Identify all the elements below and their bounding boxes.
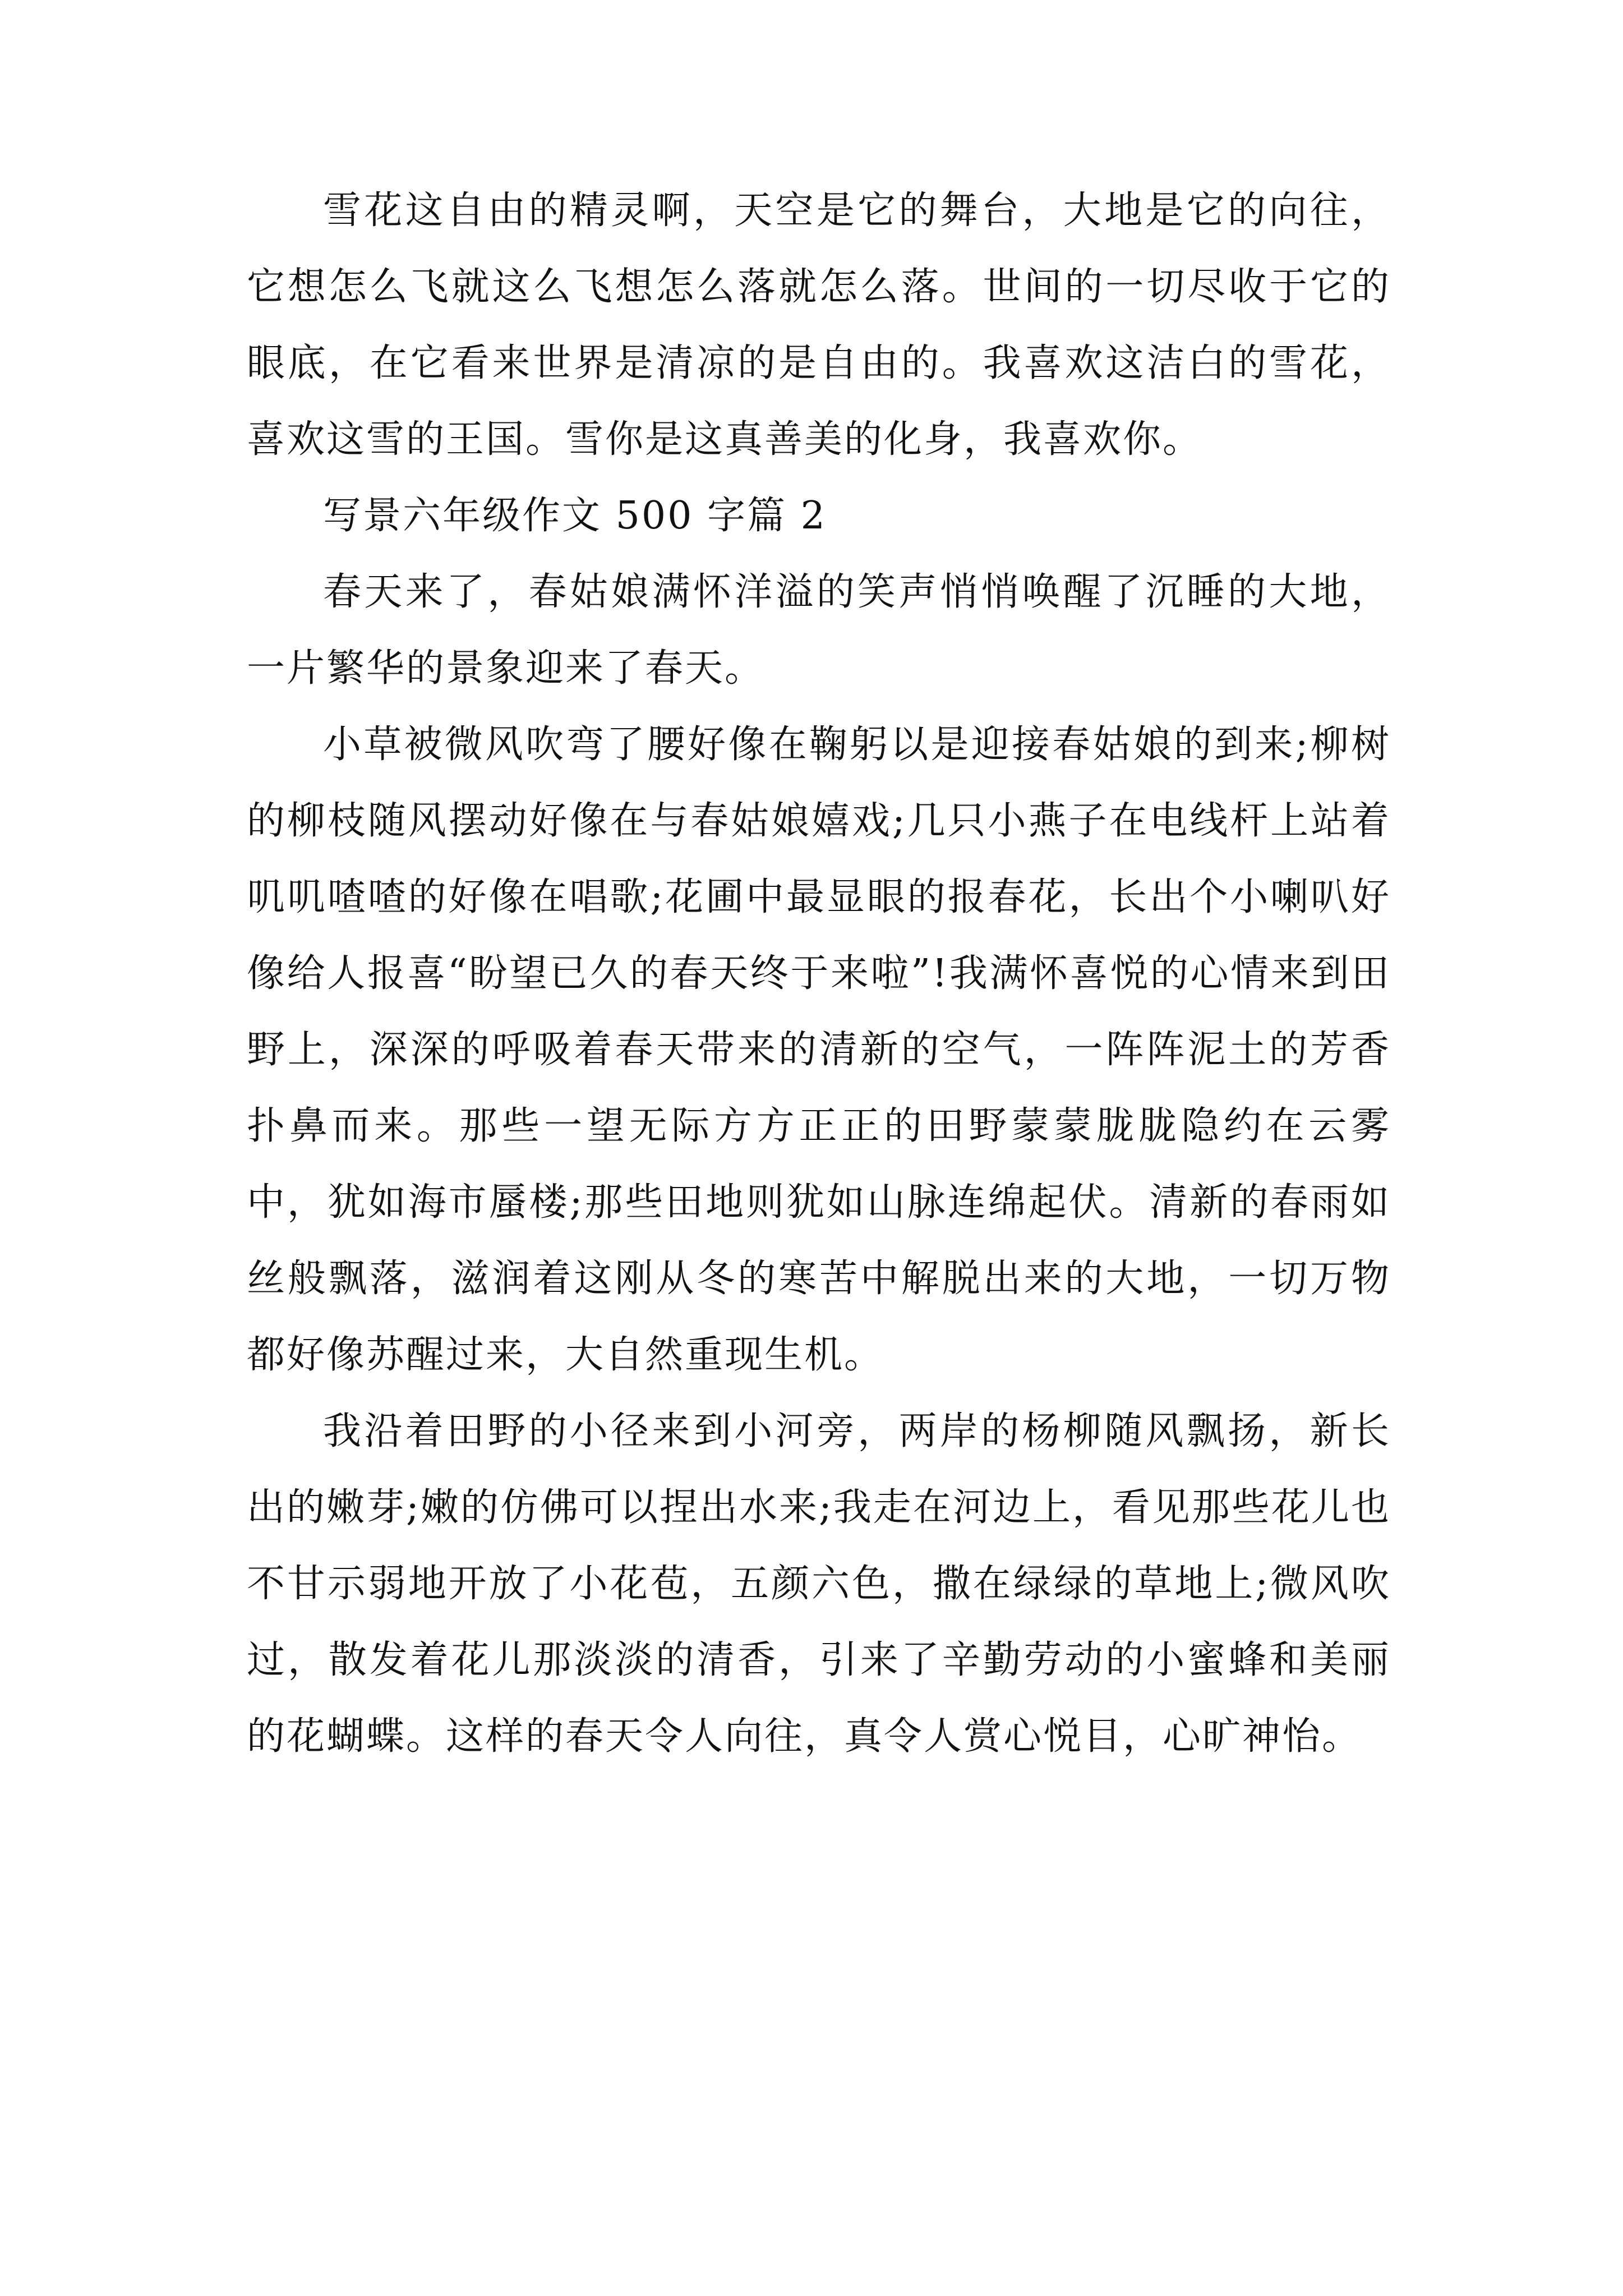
document-body (247, 173, 1391, 1775)
section-heading: 写景六年级作文 500 字篇 2 (323, 494, 827, 538)
paragraph-snowflake: 雪花这自由的精灵啊，天空是它的舞台，大地是它的向往，它想怎么飞就这么飞想怎么落就怎么落。世间的一切尽收于它的眼底，在它看来世界是清凉的是自由的。我喜欢这洁白的雪花，喜欢这雪的王国。雪你是这真善美的化身，我喜欢你。 (247, 188, 1391, 462)
paragraph-river-walk: 我沿着田野的小径来到小河旁，两岸的杨柳随风飘扬，新长出的嫩芽;嫩的仿佛可以捏出水来;我走在河边上，看见那些花儿也不甘示弱地开放了小花苞，五颜六色，撒在绿绿的草地上;微风吹过，散发着花儿那淡淡的清香，引来了辛勤劳动的小蜜蜂和美丽的花蝴蝶。这样的春天令人向往，真令人赏心悦目，心旷神怡。 (247, 1409, 1391, 1759)
paragraph-spring-arrives: 春天来了，春姑娘满怀洋溢的笑声悄悄唤醒了沉睡的大地，一片繁华的景象迎来了春天。 (247, 570, 1391, 691)
paragraph-spring-scenery: 小草被微风吹弯了腰好像在鞠躬以是迎接春姑娘的到来;柳树的柳枝随风摆动好像在与春姑娘嬉戏;几只小燕子在电线杆上站着叽叽喳喳的好像在唱歌;花圃中最显眼的报春花，长出个小喇叭好像给人报喜“盼望已久的春天终于来啦”!我满怀喜悦的心情来到田野上，深深的呼吸着春天带来的清新的空气，一阵阵泥土的芳香扑鼻而来。那些一望无际方方正正的田野蒙蒙胧胧隐约在云雾中，犹如海市蜃楼;那些田地则犹如山脉连绵起伏。清新的春雨如丝般飘落，滋润着这刚从冬的寒苦中解脱出来的大地，一切万物都好像苏醒过来，大自然重现生机。 (247, 723, 1391, 1377)
